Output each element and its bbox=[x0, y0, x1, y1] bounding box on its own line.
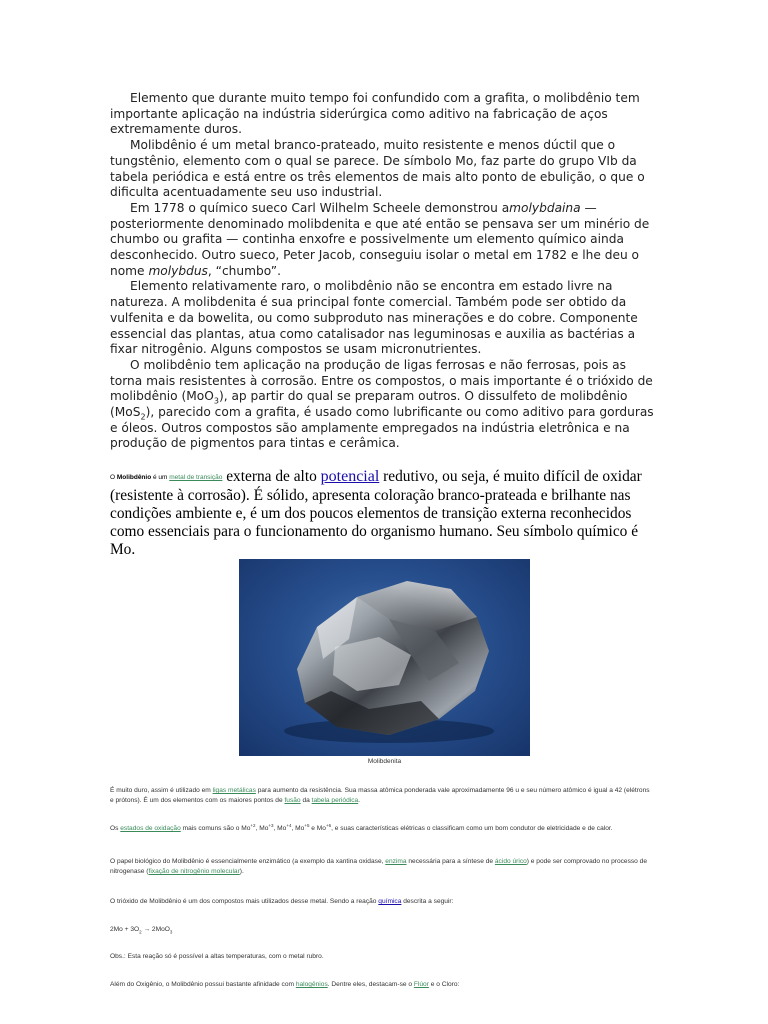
article-paragraph-2 bbox=[110, 138, 662, 201]
note-ox-text-e: , Mo bbox=[291, 825, 305, 833]
note-bio-text-b: necessária para a síntese de bbox=[406, 858, 495, 865]
note-halogens bbox=[110, 980, 655, 990]
equation-part-b: → 2MoO bbox=[141, 926, 170, 933]
link-halogenios[interactable]: halogênios bbox=[295, 981, 328, 988]
subscript: 2 bbox=[140, 412, 146, 422]
link-acido-urico[interactable]: ácido úrico bbox=[494, 858, 527, 865]
article-paragraph-3-text-e: , “chumbo”. bbox=[207, 263, 281, 278]
superscript: +4 bbox=[286, 823, 292, 828]
link-estados-de-oxidacao[interactable]: estados de oxidação bbox=[120, 825, 181, 833]
link-fluor[interactable]: Flúor bbox=[413, 981, 429, 988]
note-biological-role bbox=[110, 857, 655, 877]
note-bio-text-d: ). bbox=[239, 868, 244, 875]
intro-bold-term: Molibdênio bbox=[116, 474, 152, 481]
note-ox-text-d: , Mo bbox=[273, 825, 287, 833]
intro-paragraph bbox=[110, 468, 655, 559]
link-metal-de-transicao[interactable]: metal de transição bbox=[169, 474, 223, 481]
note-halogens-text-a: Além do Oxigênio, o Molibdênio possui bastante afinidade com bbox=[110, 981, 296, 988]
molybdenite-rock-image bbox=[239, 559, 530, 756]
link-fixacao-nitrogenio[interactable]: fixação de nitrogênio molecular bbox=[148, 868, 240, 875]
link-quimica[interactable]: química bbox=[378, 898, 402, 905]
article-paragraph-5-text-c: ), ap partir do qual se preparam outros. O dissulfeto de molibdênio (MoS bbox=[110, 389, 628, 420]
reaction-equation bbox=[110, 925, 655, 937]
note-observation: Obs.: Esta reação só é possível a altas temperaturas, com o metal rubro. bbox=[110, 953, 324, 960]
note-hardness-text-d: . bbox=[358, 797, 361, 804]
figure-caption: Molibdenita bbox=[367, 758, 402, 765]
article-paragraph-3-text-a: Em 1778 o químico sueco Carl Wilhelm Scheele demonstrou a bbox=[130, 200, 510, 215]
article-paragraph-4 bbox=[110, 279, 662, 358]
subscript: 3 bbox=[213, 396, 219, 406]
article-body bbox=[110, 91, 662, 452]
article-paragraph-5-text-a: O molibdênio tem aplicação na produção de ligas ferrosas e não ferrosas, pois as torna mais resistentes à corrosão. Entre os compostos, o mais importante é o trióxido de molibdênio (MoO bbox=[110, 357, 653, 404]
subscript: 3 bbox=[169, 929, 173, 935]
note-trioxide bbox=[110, 897, 655, 907]
note-oxidation-states bbox=[110, 821, 655, 834]
intro-small-lead bbox=[110, 474, 222, 481]
article-paragraph-4-text: Elemento relativamente raro, o molibdênio não se encontra em estado livre na natureza. A molibdenita é sua principal fonte comercial. Também pode ser obtido da vulfenita e da bowelita, ou como subproduto nas minerações e do cobre. Componente essencial das plantas, atua como catalisador nas leguminosas e auxilia as bactérias a fixar nitrogênio. Alguns compostos se usam micronutrientes. bbox=[110, 279, 638, 357]
intro-text-2: redutivo, ou seja, é muito difícil de oxidar (resistente à corrosão). É sólido, apresenta coloração branco-prateada e brilhante nas condições ambiente e, é um dos poucos elementos de transição externa reconhecidos como essenciais para o funcionamento do organismo humano. Seu símbolo químico é Mo. bbox=[110, 468, 642, 558]
subscript: 2 bbox=[139, 929, 142, 935]
link-fusao[interactable]: fusão bbox=[284, 797, 301, 804]
note-halogens-text-b: . Dentre eles, destacam-se o bbox=[327, 981, 414, 988]
superscript: +6 bbox=[325, 823, 332, 828]
molybdenite-photo bbox=[239, 559, 530, 756]
link-enzima[interactable]: enzima bbox=[385, 858, 407, 865]
superscript: +2 bbox=[250, 823, 256, 828]
link-potencial[interactable]: potencial bbox=[320, 468, 380, 485]
note-halogens-text-c: e o Cloro: bbox=[428, 981, 460, 988]
note-ox-text-a: Os bbox=[110, 825, 121, 833]
link-tabela-periodica[interactable]: tabela periódica bbox=[311, 797, 359, 804]
article-paragraph-5-text-e: ), parecido com a grafita, é usado como lubrificante ou como aditivo para gorduras e óleos. Outros compostos são amplamente empregados na indústria eletrônica e na produção de pigmentos para tintas e cerâmica. bbox=[110, 405, 654, 451]
note-hardness bbox=[110, 786, 655, 806]
note-bio-text-c: ) e pode ser comprovado no processo de nitrogenase ( bbox=[110, 858, 648, 875]
note-bio-text-a: O papel biológico do Molibdênio é essencialmente enzimático (a exemplo da xantina oxidase, bbox=[110, 858, 386, 865]
note-trioxide-text-a: O trióxido de Molibdênio é um dos compostos mais utilizados desse metal. Sendo a reação bbox=[110, 898, 379, 905]
note-hardness-text-c: da bbox=[300, 797, 312, 804]
article-paragraph-3-italic-name: molybdus bbox=[148, 263, 208, 278]
note-hardness-text-b: para aumento da resistência. Sua massa atômica ponderada vale aproximadamente 96 u e seu número atômico é igual a 42 (elétrons e prótons). É um dos elementos com os maiores pontos de bbox=[110, 787, 650, 804]
note-ox-text-c: , Mo bbox=[255, 825, 269, 833]
note-ox-text-f: e Mo bbox=[309, 825, 326, 833]
article-paragraph-3-text-c: — posteriormente denominado molibdenita e que até então se pensava ser um minério de chumbo ou grafita — continha enxofre e possivelmente um elemento químico ainda desconhecido. Outro sueco, Peter Jacob, conseguiu isolar o metal em 1782 e lhe deu o nome bbox=[110, 200, 650, 278]
intro-text-1: externa de alto bbox=[222, 468, 321, 485]
note-ox-text-b: mais comuns são o Mo bbox=[180, 825, 251, 833]
superscript: +3 bbox=[268, 823, 274, 828]
article-paragraph-3-italic-term: molybdaina bbox=[509, 200, 581, 215]
equation-part-a: 2Mo + 3O bbox=[110, 926, 140, 933]
note-ox-text-g: , e suas características elétricas o classificam como um bom condutor de eletricidade e de calor. bbox=[331, 825, 613, 833]
article-paragraph-1-text: Elemento que durante muito tempo foi confundido com a grafita, o molibdênio tem importante aplicação na indústria siderúrgica como aditivo na fabricação de aços extremamente duros. bbox=[110, 91, 640, 137]
article-paragraph-5 bbox=[110, 358, 662, 452]
link-ligas-metalicas[interactable]: ligas metálicas bbox=[212, 787, 256, 794]
article-paragraph-1 bbox=[110, 91, 662, 138]
note-trioxide-text-b: descrita a seguir: bbox=[401, 898, 454, 905]
intro-o: O bbox=[110, 474, 117, 481]
article-paragraph-3 bbox=[110, 201, 662, 280]
note-hardness-text-a: É muito duro, assim é utilizado em bbox=[110, 787, 213, 794]
superscript: +5 bbox=[304, 823, 310, 828]
intro-mid: é um bbox=[151, 474, 170, 481]
article-paragraph-2-text: Molibdênio é um metal branco-prateado, muito resistente e menos dúctil que o tungstênio, elemento com o qual se parece. De símbolo Mo, faz parte do grupo VIb da tabela periódica e está entre os três elementos de mais alto ponto de ebulição, o que o dificulta acentuadamente seu uso industrial. bbox=[110, 138, 645, 200]
